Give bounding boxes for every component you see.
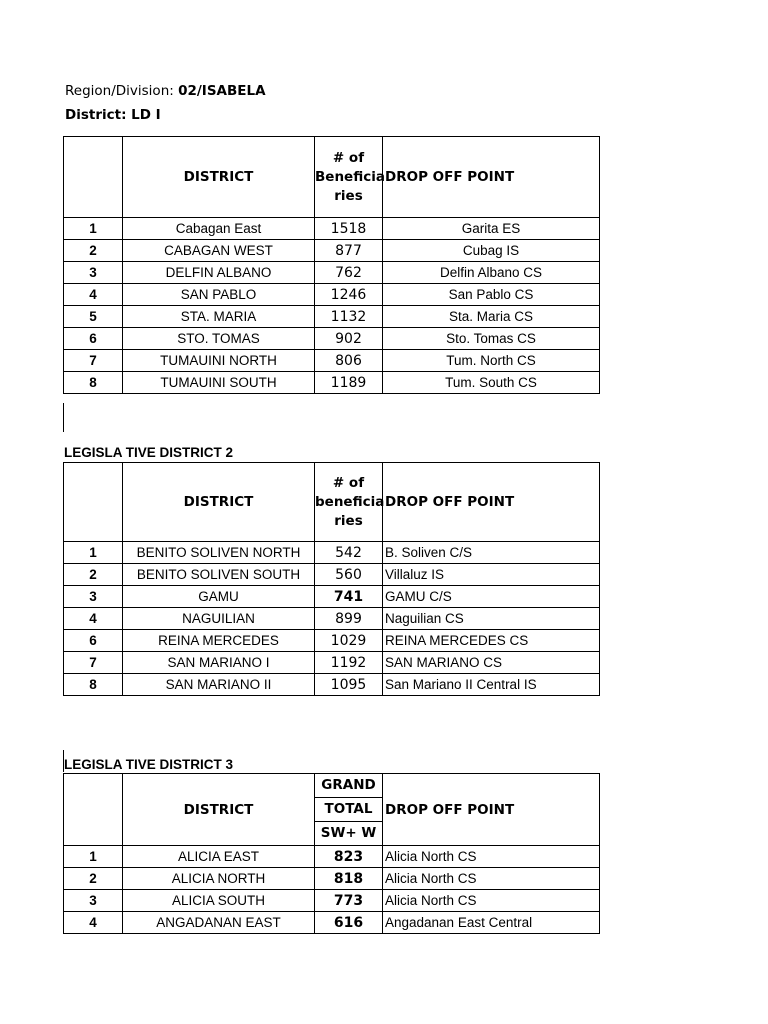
beneficiaries-cell: 1518 [315, 218, 383, 240]
header-cell-district: DISTRICT [123, 137, 315, 218]
beneficiaries-cell: 899 [315, 608, 383, 630]
drop-off-cell: Tum. South CS [383, 372, 600, 394]
drop-off-cell: Sta. Maria CS [383, 306, 600, 328]
row-number: 2 [64, 564, 123, 586]
drop-off-cell: Cubag IS [383, 240, 600, 262]
grand-total-cell: 823 [315, 846, 383, 868]
header-cell-no [64, 463, 123, 542]
district-cell: ALICIA NORTH [123, 868, 315, 890]
table-ld2 [63, 462, 600, 696]
table-row [64, 586, 600, 608]
row-number: 4 [64, 912, 123, 934]
district-cell: DELFIN ALBANO [123, 262, 315, 284]
drop-off-cell: GAMU C/S [383, 586, 600, 608]
table-row [64, 542, 600, 564]
district-cell: CABAGAN WEST [123, 240, 315, 262]
header-cell-district: DISTRICT [123, 463, 315, 542]
beneficiaries-cell: 877 [315, 240, 383, 262]
drop-off-cell: SAN MARIANO CS [383, 652, 600, 674]
row-number: 4 [64, 608, 123, 630]
beneficiaries-cell: 806 [315, 350, 383, 372]
table-ld3 [63, 773, 600, 934]
grand-total-cell: 616 [315, 912, 383, 934]
drop-off-cell: Villaluz IS [383, 564, 600, 586]
row-number: 3 [64, 262, 123, 284]
header-cell-district: DISTRICT [123, 774, 315, 846]
drop-off-cell: San Mariano II Central IS [383, 674, 600, 696]
region-label: Region/Division: [65, 83, 179, 99]
cursor-line [63, 403, 64, 432]
table-header-row [64, 774, 600, 798]
row-number: 8 [64, 674, 123, 696]
table-row [64, 630, 600, 652]
table-row [64, 912, 600, 934]
drop-off-cell: San Pablo CS [383, 284, 600, 306]
table-row [64, 564, 600, 586]
district-line [65, 107, 161, 123]
row-number: 7 [64, 652, 123, 674]
header-cell-sw-w: SW+ W [315, 822, 383, 846]
table-row [64, 890, 600, 912]
district-cell: REINA MERCEDES [123, 630, 315, 652]
table-row [64, 284, 600, 306]
section-title-ld3: LEGISLA TIVE DISTRICT 3 [64, 757, 234, 772]
drop-off-cell: Garita ES [383, 218, 600, 240]
district-cell: TUMAUINI NORTH [123, 350, 315, 372]
district-value: LD I [131, 107, 161, 123]
header-cell-beneficiaries: # of beneficia ries [315, 463, 383, 542]
district-cell: STA. MARIA [123, 306, 315, 328]
header-cell-grand: GRAND [315, 774, 383, 798]
district-cell: ALICIA SOUTH [123, 890, 315, 912]
table-row [64, 350, 600, 372]
drop-off-cell: Sto. Tomas CS [383, 328, 600, 350]
header-cell-drop-off: DROP OFF POINT [383, 137, 600, 218]
header-cell-no [64, 137, 123, 218]
table-row [64, 306, 600, 328]
drop-off-cell: Angadanan East Central [383, 912, 600, 934]
row-number: 1 [64, 846, 123, 868]
grand-total-cell: 773 [315, 890, 383, 912]
district-cell: ANGADANAN EAST [123, 912, 315, 934]
beneficiaries-cell: 1132 [315, 306, 383, 328]
district-cell: SAN MARIANO II [123, 674, 315, 696]
header-cell-no [64, 774, 123, 846]
district-cell: ALICIA EAST [123, 846, 315, 868]
table-row [64, 262, 600, 284]
row-number: 8 [64, 372, 123, 394]
table-row [64, 652, 600, 674]
beneficiaries-cell: 560 [315, 564, 383, 586]
district-cell: GAMU [123, 586, 315, 608]
header-cell-drop-off: DROP OFF POINT [383, 463, 600, 542]
beneficiaries-cell: 542 [315, 542, 383, 564]
district-label: District: [65, 107, 132, 123]
table-row [64, 328, 600, 350]
beneficiaries-cell: 1246 [315, 284, 383, 306]
district-cell: SAN MARIANO I [123, 652, 315, 674]
row-number: 2 [64, 868, 123, 890]
row-number: 3 [64, 586, 123, 608]
district-cell: BENITO SOLIVEN SOUTH [123, 564, 315, 586]
table-header-row [64, 463, 600, 542]
drop-off-cell: Alicia North CS [383, 890, 600, 912]
drop-off-cell: Tum. North CS [383, 350, 600, 372]
table-row [64, 674, 600, 696]
table-row [64, 372, 600, 394]
row-number: 1 [64, 218, 123, 240]
region-value: 02/ISABELA [178, 83, 266, 99]
district-cell: BENITO SOLIVEN NORTH [123, 542, 315, 564]
row-number: 1 [64, 542, 123, 564]
beneficiaries-cell: 902 [315, 328, 383, 350]
row-number: 6 [64, 328, 123, 350]
district-cell: Cabagan East [123, 218, 315, 240]
table-ld1 [63, 136, 600, 394]
table-row [64, 868, 600, 890]
drop-off-cell: REINA MERCEDES CS [383, 630, 600, 652]
beneficiaries-cell: 1192 [315, 652, 383, 674]
table-row [64, 218, 600, 240]
district-cell: STO. TOMAS [123, 328, 315, 350]
header-cell-total: TOTAL [315, 798, 383, 822]
drop-off-cell: Alicia North CS [383, 868, 600, 890]
district-cell: NAGUILIAN [123, 608, 315, 630]
beneficiaries-cell: 741 [315, 586, 383, 608]
drop-off-cell: Alicia North CS [383, 846, 600, 868]
header-cell-drop-off: DROP OFF POINT [383, 774, 600, 846]
drop-off-cell: B. Soliven C/S [383, 542, 600, 564]
section-title-ld2: LEGISLA TIVE DISTRICT 2 [64, 445, 234, 460]
table-row [64, 240, 600, 262]
beneficiaries-cell: 1189 [315, 372, 383, 394]
table-row [64, 608, 600, 630]
row-number: 5 [64, 306, 123, 328]
row-number: 7 [64, 350, 123, 372]
row-number: 4 [64, 284, 123, 306]
drop-off-cell: Delfin Albano CS [383, 262, 600, 284]
table-header-row [64, 137, 600, 218]
grand-total-cell: 818 [315, 868, 383, 890]
beneficiaries-cell: 1095 [315, 674, 383, 696]
district-cell: SAN PABLO [123, 284, 315, 306]
region-division-line [65, 83, 266, 99]
table-row [64, 846, 600, 868]
row-number: 2 [64, 240, 123, 262]
row-number: 3 [64, 890, 123, 912]
district-cell: TUMAUINI SOUTH [123, 372, 315, 394]
header-cell-beneficiaries: # of Beneficia ries [315, 137, 383, 218]
beneficiaries-cell: 1029 [315, 630, 383, 652]
row-number: 6 [64, 630, 123, 652]
beneficiaries-cell: 762 [315, 262, 383, 284]
drop-off-cell: Naguilian CS [383, 608, 600, 630]
